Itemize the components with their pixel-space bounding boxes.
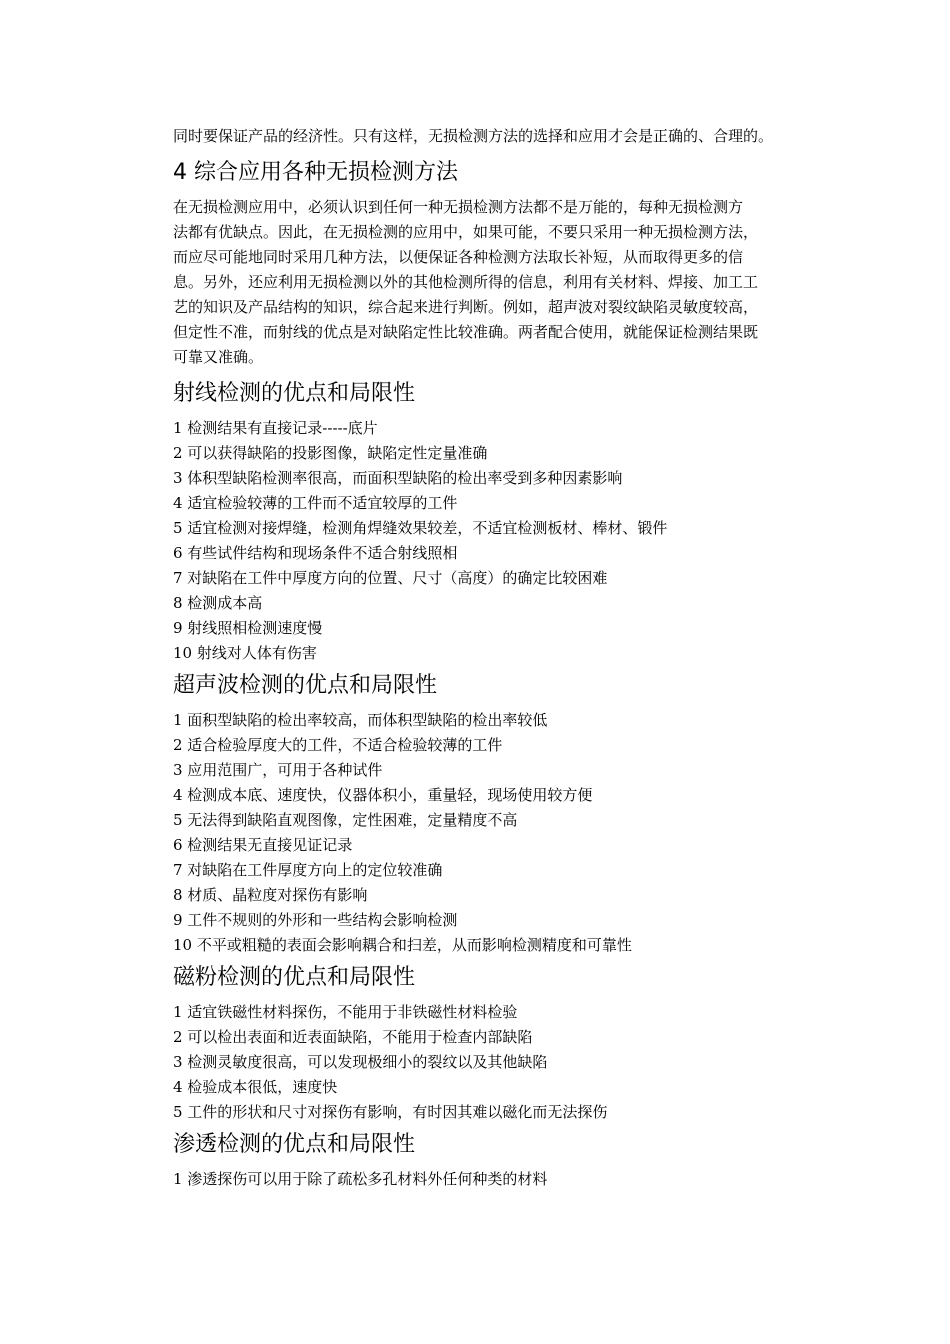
list-item: 5 无法得到缺陷直观图像，定性困难，定量精度不高 <box>173 811 518 829</box>
list-item: 8 材质、晶粒度对探伤有影响 <box>173 886 368 904</box>
paragraph-line: 但定性不准，而射线的优点是对缺陷定性比较准确。两者配合使用，就能保证检测结果既 <box>173 323 759 341</box>
list-item: 9 射线照相检测速度慢 <box>173 619 323 637</box>
paragraph-line: 息。另外，还应利用无损检测以外的其他检测所得的信息，利用有关材料、焊接、加工工 <box>173 273 759 291</box>
ultrasonic-heading: 超声波检测的优点和局限性 <box>173 673 438 698</box>
list-item: 4 检测成本底、速度快，仪器体积小，重量轻，现场使用较方便 <box>173 786 593 804</box>
radiography-list <box>173 416 823 666</box>
list-item: 6 检测结果无直接见证记录 <box>173 836 353 854</box>
ultrasonic-list <box>173 708 823 958</box>
section4-heading: 4 综合应用各种无损检测方法 <box>173 160 458 185</box>
paragraph-line: 而应尽可能地同时采用几种方法，以便保证各种检测方法取长补短，从而取得更多的信 <box>173 248 744 266</box>
list-item: 3 体积型缺陷检测率很高，而面积型缺陷的检出率受到多种因素影响 <box>173 469 623 487</box>
list-item: 2 可以获得缺陷的投影图像，缺陷定性定量准确 <box>173 444 488 462</box>
list-item: 1 检测结果有直接记录-----底片 <box>173 419 378 437</box>
list-item: 2 适合检验厚度大的工件，不适合检验较薄的工件 <box>173 736 503 754</box>
list-item: 7 对缺陷在工件中厚度方向的位置、尺寸（高度）的确定比较困难 <box>173 569 608 587</box>
penetrant-list <box>173 1167 823 1192</box>
list-item: 7 对缺陷在工件厚度方向上的定位较准确 <box>173 861 443 879</box>
list-item: 4 检验成本很低，速度快 <box>173 1078 338 1096</box>
paragraph-line: 法都有优缺点。因此，在无损检测的应用中，如果可能，不要只采用一种无损检测方法， <box>173 223 759 241</box>
list-item: 6 有些试件结构和现场条件不适合射线照相 <box>173 544 458 562</box>
list-item: 2 可以检出表面和近表面缺陷，不能用于检查内部缺陷 <box>173 1028 533 1046</box>
intro-line: 同时要保证产品的经济性。只有这样，无损检测方法的选择和应用才会是正确的、合理的。 <box>173 127 774 145</box>
magnetic-heading: 磁粉检测的优点和局限性 <box>173 965 416 990</box>
list-item: 1 渗透探伤可以用于除了疏松多孔材料外任何种类的材料 <box>173 1170 548 1188</box>
list-item: 5 工件的形状和尺寸对探伤有影响，有时因其难以磁化而无法探伤 <box>173 1103 608 1121</box>
magnetic-list <box>173 1000 823 1125</box>
list-item: 3 检测灵敏度很高，可以发现极细小的裂纹以及其他缺陷 <box>173 1053 548 1071</box>
paragraph-line: 可靠又准确。 <box>173 348 264 366</box>
list-item: 9 工件不规则的外形和一些结构会影响检测 <box>173 911 458 929</box>
list-item: 10 射线对人体有伤害 <box>173 644 317 662</box>
list-item: 1 适宜铁磁性材料探伤，不能用于非铁磁性材料检验 <box>173 1003 518 1021</box>
penetrant-heading: 渗透检测的优点和局限性 <box>173 1132 416 1157</box>
paragraph-line: 在无损检测应用中，必须认识到任何一种无损检测方法都不是万能的，每种无损检测方 <box>173 198 744 216</box>
document-body <box>173 124 823 1192</box>
list-item: 8 检测成本高 <box>173 594 263 612</box>
list-item: 4 适宜检验较薄的工件而不适宜较厚的工件 <box>173 494 458 512</box>
radiography-heading: 射线检测的优点和局限性 <box>173 381 416 406</box>
list-item: 5 适宜检测对接焊缝，检测角焊缝效果较差，不适宜检测板材、棒材、锻件 <box>173 519 668 537</box>
paragraph-line: 艺的知识及产品结构的知识，综合起来进行判断。例如，超声波对裂纹缺陷灵敏度较高， <box>173 298 759 316</box>
section4-paragraph <box>173 195 823 370</box>
list-item: 1 面积型缺陷的检出率较高，而体积型缺陷的检出率较低 <box>173 711 548 729</box>
list-item: 3 应用范围广，可用于各种试件 <box>173 761 383 779</box>
list-item: 10 不平或粗糙的表面会影响耦合和扫差，从而影响检测精度和可靠性 <box>173 936 632 954</box>
